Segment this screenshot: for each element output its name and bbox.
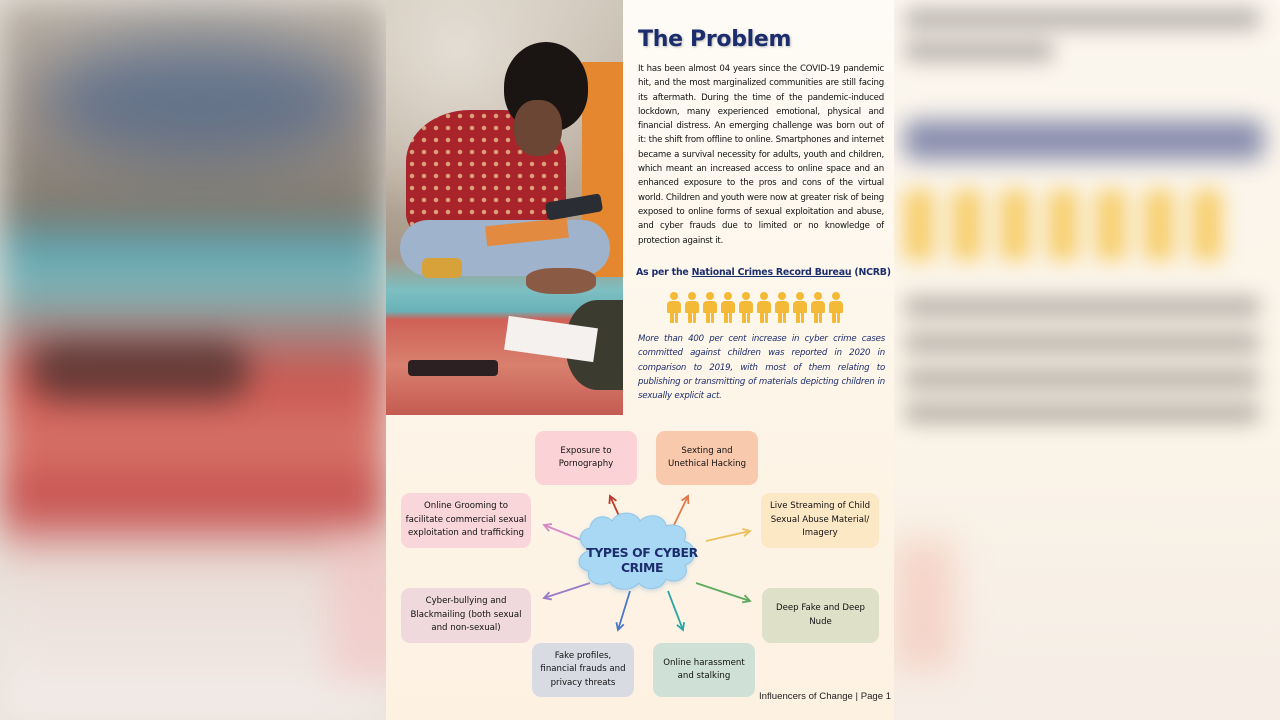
backdrop-blob	[30, 340, 250, 400]
backdrop-blur-line	[904, 332, 1260, 354]
document-page	[386, 0, 894, 720]
backdrop-blur-line	[904, 8, 1260, 30]
page-title: The Problem	[638, 27, 792, 52]
crime-type-box: Live Streaming of Child Sexual Abuse Material/ Imagery	[761, 493, 879, 548]
backdrop-blur-people	[904, 190, 1234, 260]
ncrb-link[interactable]: National Crimes Record Bureau	[691, 267, 852, 278]
diagram-arrow	[696, 583, 750, 601]
photo-snack-pack	[422, 258, 462, 278]
photo-face	[514, 100, 562, 156]
people-icon-row	[666, 292, 846, 324]
person-icon	[774, 292, 790, 324]
person-icon	[792, 292, 808, 324]
crime-type-box: Deep Fake and Deep Nude	[762, 588, 879, 643]
crime-type-box: Fake profiles, financial frauds and privacy threats	[532, 643, 634, 697]
diagram-arrow	[544, 583, 590, 598]
backdrop-blur-line	[904, 40, 1054, 62]
ncrb-source-line	[636, 267, 892, 278]
ncrb-statistic: More than 400 per cent increase in cyber crime cases committed against children was reported in 2020 in comparison to 2019, with most of them relating to publishing or transmitting of materials depicting children in sexually explicit act.	[638, 334, 885, 402]
person-icon	[666, 292, 682, 324]
backdrop-blob	[40, 40, 360, 160]
diagram-arrow	[706, 531, 750, 541]
crime-type-box: Online harassment and stalking	[653, 643, 755, 697]
crime-type-box: Exposure to Pornography	[535, 431, 637, 485]
cyber-crime-types-diagram	[386, 415, 894, 720]
person-icon	[828, 292, 844, 324]
ncrb-suffix: (NCRB)	[851, 267, 891, 278]
crime-type-box: Cyber-bullying and Blackmailing (both sexual and non-sexual)	[401, 588, 531, 643]
intro-paragraph: It has been almost 04 years since the COVID-19 pandemic hit, and the most marginalized communities are still facing its aftermath. During the time of the pandemic-induced lockdown, many experienced emotional, physical and financial distress. An emerging challenge was born out of it: the shift from offline to online. Smartphones and internet became a survival necessity for adults, youth and children, which meant an increased access to online space and an enhanced exposure to the pros and cons of the virtual world. Children and youth were now at greater risk of being exposed to online forms of sexual exploitation and abuse, and cyber frauds due to limited or no knowledge of protection against it.	[638, 64, 884, 246]
backdrop-blur-line	[904, 368, 1260, 390]
diagram-arrow	[668, 591, 683, 630]
backdrop-blur-line	[904, 296, 1260, 318]
person-icon	[756, 292, 772, 324]
backdrop-blur-line	[904, 402, 1260, 424]
ncrb-prefix: As per the	[636, 267, 692, 278]
diagram-arrow	[673, 496, 688, 527]
person-icon	[810, 292, 826, 324]
diagram-arrow	[544, 525, 584, 541]
diagram-center-title: TYPES OF CYBER CRIME	[586, 545, 698, 575]
page-footer: Influencers of Change | Page 1	[759, 691, 892, 702]
person-icon	[702, 292, 718, 324]
backdrop-blob	[894, 540, 954, 670]
person-icon	[720, 292, 736, 324]
person-icon	[738, 292, 754, 324]
backdrop-blur-title	[904, 120, 1264, 160]
crime-type-box: Online Grooming to facilitate commercial sexual exploitation and trafficking	[401, 493, 531, 548]
person-icon	[684, 292, 700, 324]
diagram-arrow	[618, 591, 630, 630]
backdrop-right	[894, 0, 1280, 720]
photo-girl-studying-with-phone	[386, 0, 623, 415]
crime-type-box: Sexting and Unethical Hacking	[656, 431, 758, 485]
photo-feet	[526, 268, 596, 294]
photo-phone-on-floor	[408, 360, 498, 376]
